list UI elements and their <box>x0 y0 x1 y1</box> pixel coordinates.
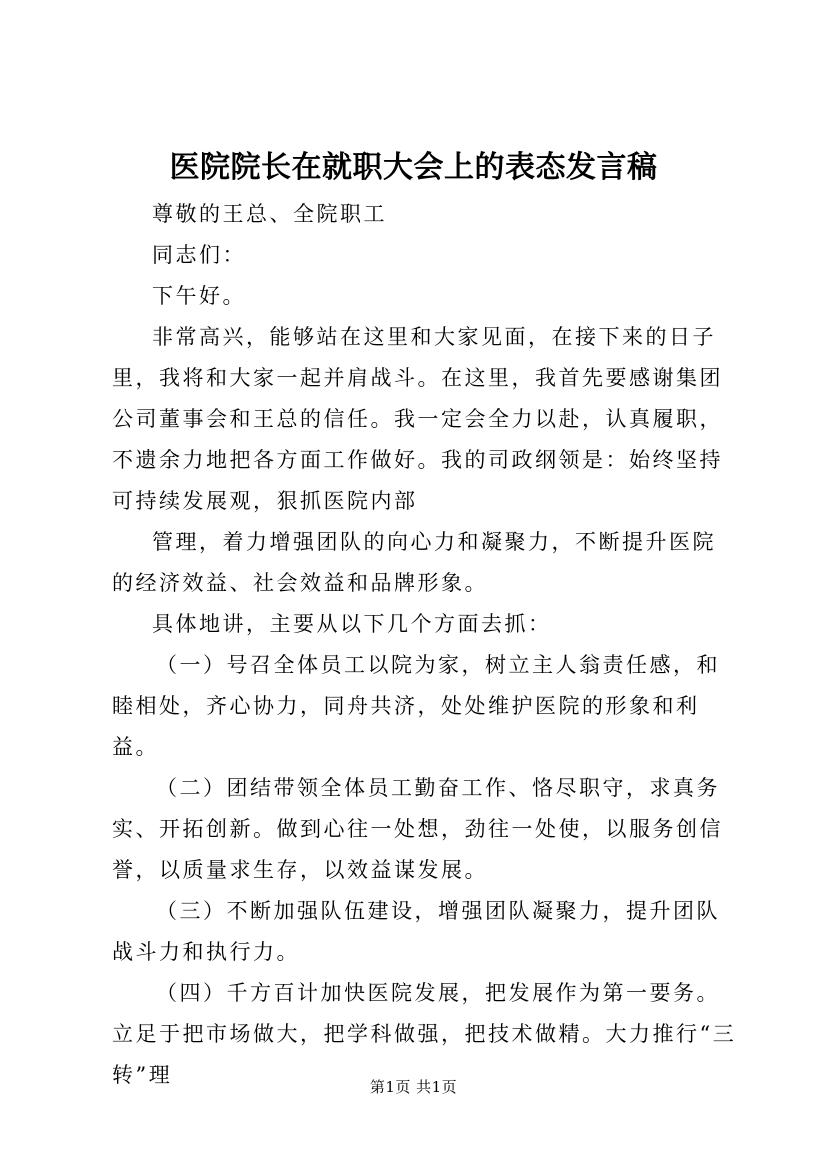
list-item: （四）千方百计加快医院发展，把发展作为第一要务。立足于把市场做大，把学科做强，把技术做精。大力推行“三转”理 <box>112 981 737 1087</box>
body-paragraph: 具体地讲，主要从以下几个方面去抓： <box>152 612 552 636</box>
document-title: 医院院长在就职大会上的表态发言稿 <box>169 150 658 185</box>
list-item: （二）团结带领全体员工勤奋工作、恪尽职守，求真务实、开拓创新。做到心往一处想，劲往一处使，以服务创信誉，以质量求生存，以效益谋发展。 <box>112 776 723 882</box>
body-paragraph: 非常高兴，能够站在这里和大家见面，在接下来的日子里，我将和大家一起并肩战斗。在这里，我首先要感谢集团公司董事会和王总的信任。我一定会全力以赴，认真履职，不遗余力地把各方面工作做好。我的司政纲领是：始终坚持可持续发展观，狠抓医院内部 <box>112 325 723 513</box>
greeting: 下午好。 <box>152 284 246 308</box>
page-number: 第1页 共1页 <box>369 1078 458 1096</box>
salutation: 尊敬的王总、全院职工 <box>152 202 387 226</box>
address-line: 同志们： <box>152 243 246 267</box>
list-item: （三）不断加强队伍建设，增强团队凝聚力，提升团队战斗力和执行力。 <box>112 899 720 964</box>
body-paragraph: 管理，着力增强团队的向心力和凝聚力，不断提升医院的经济效益、社会效益和品牌形象。 <box>112 530 716 595</box>
list-item: （一）号召全体员工以院为家，树立主人翁责任感，和睦相处，齐心协力，同舟共济，处处维护医院的形象和利益。 <box>112 653 720 759</box>
document-body <box>112 194 737 1096</box>
